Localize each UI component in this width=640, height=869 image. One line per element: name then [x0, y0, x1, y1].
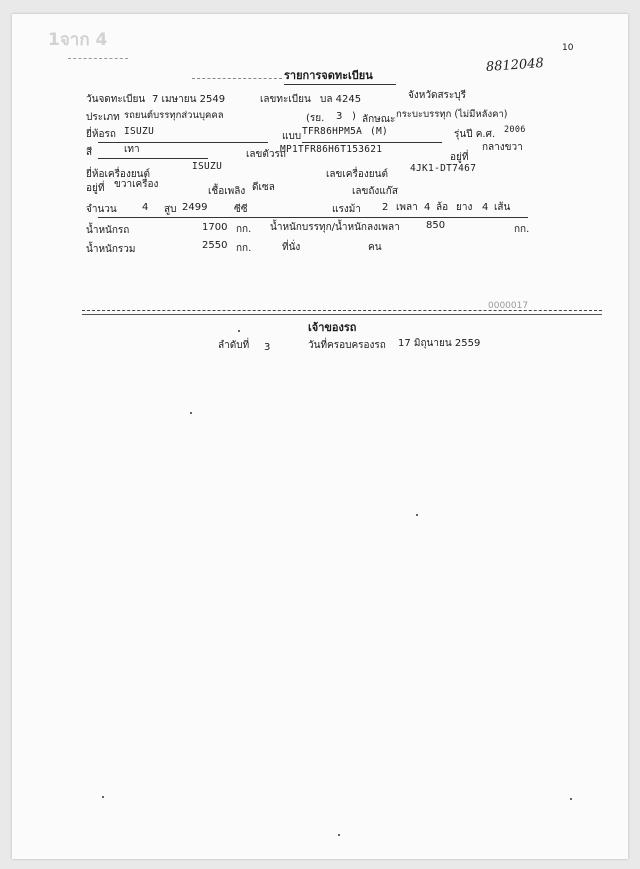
model-note: (M) [370, 126, 389, 137]
possession-date-value: 17 มิถุนายน 2559 [398, 338, 481, 349]
scan-speck [416, 514, 418, 516]
chassis-label: เลขตัวรถ [246, 149, 286, 160]
cc-label: ซีซี [234, 204, 248, 215]
wheels-value: 4 [424, 202, 431, 213]
scan-speck [338, 834, 340, 836]
color-value: เทา [124, 144, 140, 155]
owner-order-value: 3 [264, 342, 271, 353]
cylinder-count-label: จำนวน [86, 204, 117, 215]
owner-order-label: ลำดับที่ [218, 340, 250, 351]
year-label: รุ่นปี ค.ศ. [454, 129, 496, 140]
scan-speck [190, 412, 192, 414]
horsepower-label: แรงม้า [332, 204, 361, 215]
body-location-label: อยู่ที่ [450, 152, 469, 163]
plate-value: บล 4245 [320, 94, 362, 105]
engine-location-label: อยู่ที่ [86, 183, 105, 194]
gross-weight-unit: กก. [236, 243, 252, 254]
load-weight-value: 850 [426, 220, 446, 231]
style-label: ลักษณะ [362, 114, 396, 125]
plate-label: เลขทะเบียน [260, 94, 311, 105]
fuel-label: เชื้อเพลิง [208, 186, 246, 197]
load-weight-label: น้ำหนักบรรทุก/น้ำหนักลงเพลา [270, 222, 400, 233]
possession-date-label: วันที่ครอบครองรถ [308, 340, 386, 351]
scan-artifact-line [192, 78, 282, 79]
brand-label: ยี่ห้อรถ [86, 129, 116, 140]
seats-unit: คน [368, 242, 382, 253]
engine-brand-label: ยี่ห้อเครื่องยนต์ [86, 169, 151, 180]
axles-value: 2 [382, 202, 389, 213]
document-page [12, 14, 628, 859]
fuel-value: ดีเซล [252, 182, 275, 193]
vehicle-code-value: 3 [336, 111, 343, 122]
cylinder-label: สูบ [164, 204, 177, 215]
cc-value: 2499 [182, 202, 208, 213]
gas-tank-label: เลขถังแก๊ส [352, 186, 398, 197]
tires-value: 4 [482, 202, 489, 213]
vehicle-weight-unit: กก. [236, 224, 252, 235]
section-separator [82, 310, 602, 311]
document-heading: รายการจดทะเบียน [284, 69, 373, 82]
row-underline [98, 142, 268, 143]
scan-speck [102, 796, 104, 798]
wheels-label: ล้อ [436, 202, 449, 213]
engine-number-label: เลขเครื่องยนต์ [326, 169, 388, 180]
vehicle-weight-value: 1700 [202, 222, 228, 233]
scan-speck [238, 330, 240, 332]
engine-number-value: 4JK1-DT7467 [410, 163, 477, 174]
handwritten-note: 8812048 [485, 55, 545, 76]
row-underline [98, 158, 208, 159]
color-label: สี [86, 147, 93, 158]
engine-location-value: ขวาเครื่อง [114, 179, 159, 190]
seats-label: ที่นั่ง [282, 242, 301, 253]
axles-label: เพลา [396, 202, 418, 213]
tires-label: ยาง [456, 202, 473, 213]
load-weight-unit: กก. [514, 224, 530, 235]
registration-date-label: วันจดทะเบียน [86, 94, 146, 105]
vehicle-code-close: ) [352, 111, 356, 122]
tires-unit: เส้น [494, 202, 511, 213]
model-value: TFR86HPM5A [302, 126, 363, 137]
body-location-value: กลางขวา [482, 142, 523, 153]
page-label: 1จาก 4 [48, 30, 108, 50]
vehicle-type-value: รถยนต์บรรทุกส่วนบุคคล [124, 110, 224, 121]
vehicle-type-label: ประเภท [86, 112, 120, 123]
gross-weight-label: น้ำหนักรวม [86, 244, 136, 255]
owner-heading: เจ้าของรถ [308, 321, 357, 334]
province-value: จังหวัดสระบุรี [408, 90, 467, 101]
scan-speck [570, 798, 572, 800]
chassis-value: MP1TFR86H6T153621 [280, 144, 383, 155]
faint-code: 0000017 [488, 301, 529, 311]
style-value: กระบะบรรทุก (ไม่มีหลังคา) [396, 109, 508, 120]
section-separator [82, 314, 602, 315]
year-value: 2006 [504, 125, 526, 135]
cylinder-count-value: 4 [142, 202, 149, 213]
engine-brand-value: ISUZU [192, 161, 223, 172]
page-number: 10 [562, 43, 574, 53]
row-underline [302, 142, 442, 143]
gross-weight-value: 2550 [202, 240, 228, 251]
registration-date-value: 7 เมษายน 2549 [152, 94, 226, 105]
row-underline [98, 217, 528, 218]
model-label: แบบ [282, 131, 302, 142]
vehicle-code-label: (รย. [306, 113, 325, 124]
scan-artifact-line [68, 58, 128, 59]
heading-underline [284, 84, 396, 85]
brand-value: ISUZU [124, 126, 155, 137]
vehicle-weight-label: น้ำหนักรถ [86, 225, 130, 236]
